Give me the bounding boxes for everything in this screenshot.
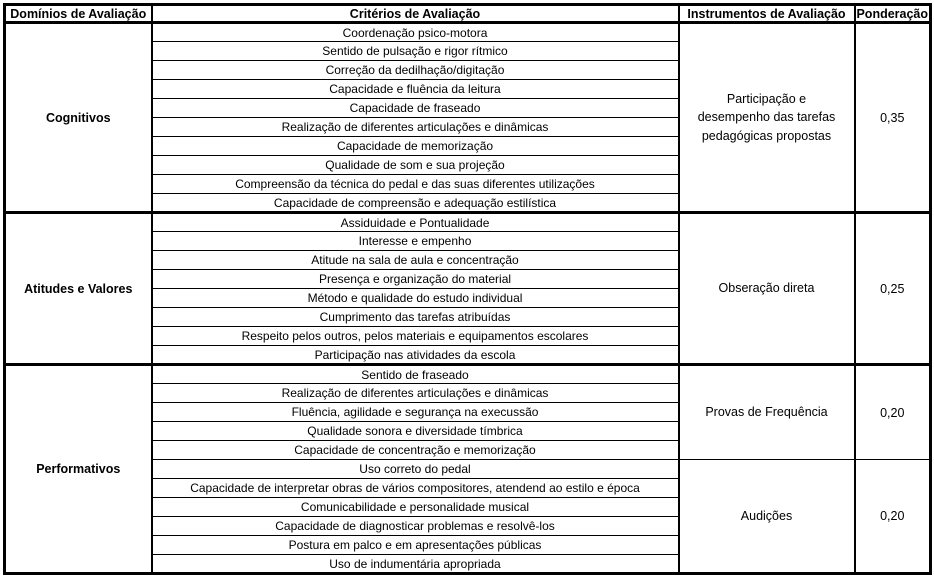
criterion-cell: Fluência, agilidade e segurança na execussão [152, 403, 679, 422]
criterion-cell: Qualidade de som e sua projeção [152, 156, 679, 175]
criterion-cell: Assiduidade e Pontualidade [152, 213, 679, 232]
criterion-cell: Capacidade de diagnosticar problemas e resolvê-los [152, 517, 679, 536]
criterion-cell: Compreensão da técnica do pedal e das suas diferentes utilizações [152, 175, 679, 194]
criterion-cell: Uso correto do pedal [152, 460, 679, 479]
header-instruments: Instrumentos de Avaliação [679, 5, 855, 23]
instrument-cell: Provas de Frequência [679, 365, 855, 460]
criterion-cell: Respeito pelos outros, pelos materiais e equipamentos escolares [152, 327, 679, 346]
criterion-cell: Interesse e empenho [152, 232, 679, 251]
criterion-cell: Participação nas atividades da escola [152, 346, 679, 365]
header-weight: Ponderação [855, 5, 931, 23]
weight-cell: 0,20 [855, 365, 931, 460]
criterion-cell: Comunicabilidade e personalidade musical [152, 498, 679, 517]
domain-cell-atitudes-e-valores: Atitudes e Valores [5, 213, 152, 365]
criterion-cell: Postura em palco e em apresentações públicas [152, 536, 679, 555]
section-atitudes-e-valores [5, 213, 931, 365]
evaluation-table [3, 3, 932, 575]
criterion-cell: Cumprimento das tarefas atribuídas [152, 308, 679, 327]
section-cognitivos [5, 23, 931, 213]
criterion-cell: Realização de diferentes articulações e dinâmicas [152, 384, 679, 403]
criterion-cell: Sentido de pulsação e rigor rítmico [152, 42, 679, 61]
domain-cell-cognitivos: Cognitivos [5, 23, 152, 213]
table-row [5, 23, 931, 42]
weight-cell: 0,25 [855, 213, 931, 365]
header-domains: Domínios de Avaliação [5, 5, 152, 23]
domain-cell-performativos: Performativos [5, 365, 152, 574]
criterion-cell: Capacidade de interpretar obras de vários compositores, atendend ao estilo e época [152, 479, 679, 498]
criterion-cell: Qualidade sonora e diversidade tímbrica [152, 422, 679, 441]
criterion-cell: Sentido de fraseado [152, 365, 679, 384]
criterion-cell: Correção da dedilhação/digitação [152, 61, 679, 80]
criterion-cell: Capacidade e fluência da leitura [152, 80, 679, 99]
criterion-cell: Uso de indumentária apropriada [152, 555, 679, 574]
table-row [5, 213, 931, 232]
criterion-cell: Coordenação psico-motora [152, 23, 679, 42]
header-row [5, 5, 931, 23]
criterion-cell: Capacidade de fraseado [152, 99, 679, 118]
header-criteria: Critérios de Avaliação [152, 5, 679, 23]
criterion-cell: Presença e organização do material [152, 270, 679, 289]
criterion-cell: Método e qualidade do estudo individual [152, 289, 679, 308]
weight-cell: 0,20 [855, 460, 931, 574]
criterion-cell: Capacidade de concentração e memorização [152, 441, 679, 460]
criterion-cell: Realização de diferentes articulações e dinâmicas [152, 118, 679, 137]
weight-cell: 0,35 [855, 23, 931, 213]
criterion-cell: Capacidade de memorização [152, 137, 679, 156]
section-performativos [5, 365, 931, 574]
table-header [5, 5, 931, 23]
instrument-cell: Participação e desempenho das tarefas pedagógicas propostas [679, 23, 855, 213]
instrument-cell: Audições [679, 460, 855, 574]
criterion-cell: Capacidade de compreensão e adequação estilística [152, 194, 679, 213]
instrument-cell: Obseração direta [679, 213, 855, 365]
criterion-cell: Atitude na sala de aula e concentração [152, 251, 679, 270]
table-row [5, 365, 931, 384]
